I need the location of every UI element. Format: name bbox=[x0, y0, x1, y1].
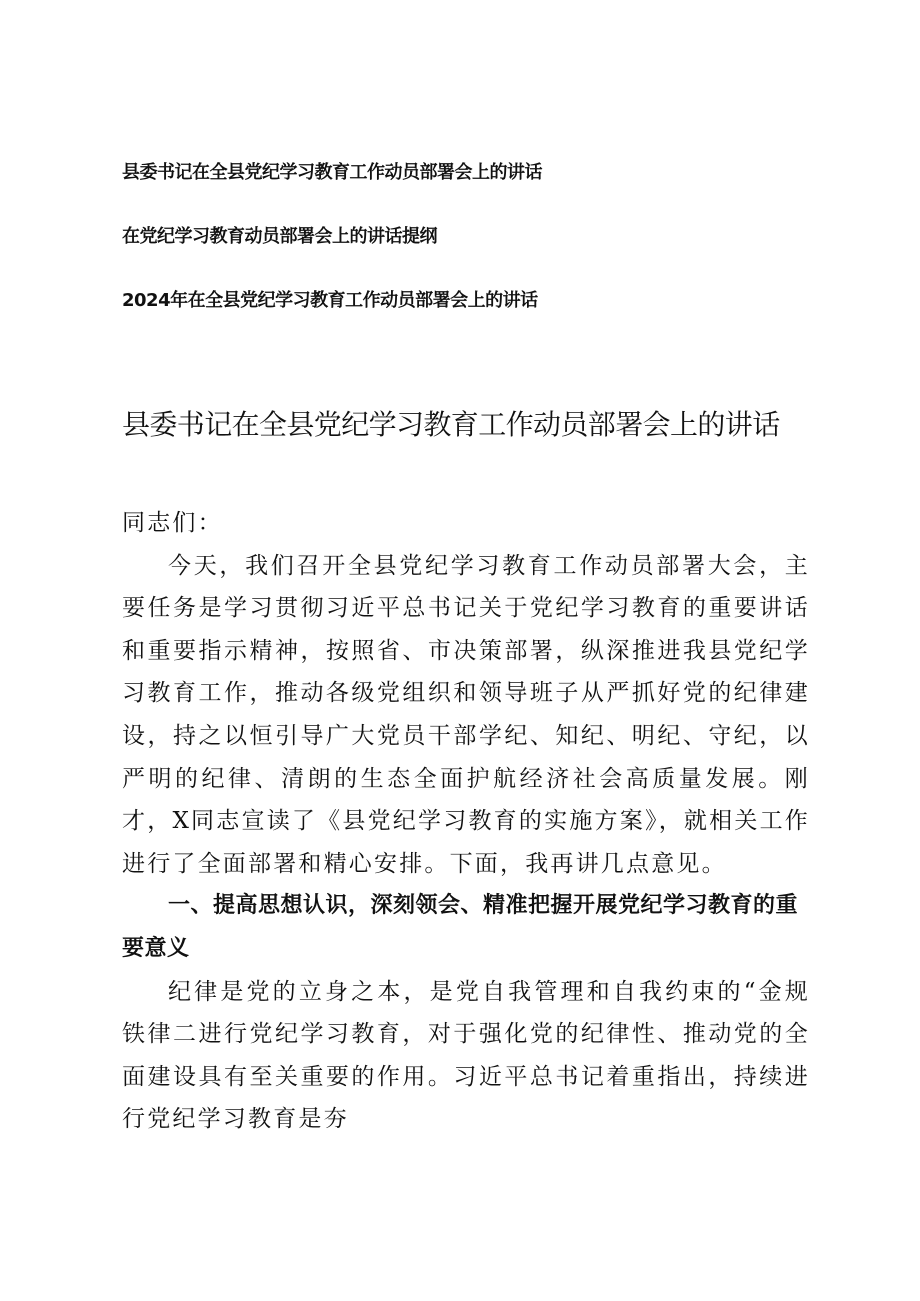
toc-item[interactable]: 在党纪学习教育动员部署会上的讲话提纲 bbox=[122, 226, 437, 247]
table-of-contents bbox=[122, 160, 822, 314]
toc-item[interactable]: 县委书记在全县党纪学习教育工作动员部署会上的讲话 bbox=[122, 162, 542, 183]
section-heading: 一、提高思想认识，深刻领会、精准把握开展党纪学习教育的重要意义 bbox=[122, 893, 799, 961]
body-paragraph: 今天，我们召开全县党纪学习教育工作动员部署大会，主要任务是学习贯彻习近平总书记关于党纪学习教育的重要讲话和重要指示精神，按照省、市决策部署，纵深推进我县党纪学习教育工作，推动各级党组织和领导班子从严抓好党的纪律建设，持之以恒引导广大党员干部学纪、知纪、明纪、守纪，以严明的纪律、清朗的生态全面护航经济社会高质量发展。刚才，X同志宣读了《县党纪学习教育的实施方案》，就相关工作进行了全面部署和精心安排。下面，我再讲几点意见。 bbox=[122, 552, 810, 877]
salutation: 同志们： bbox=[122, 510, 223, 536]
toc-item[interactable]: 2024年在全县党纪学习教育工作动员部署会上的讲话 bbox=[122, 290, 538, 311]
body-paragraph: 纪律是党的立身之本，是党自我管理和自我约束的“金规铁律二进行党纪学习教育，对于强化党的纪律性、推动党的全面建设具有至关重要的作用。习近平总书记着重指出，持续进行党纪学习教育是夯 bbox=[122, 978, 810, 1133]
document-title: 县委书记在全县党纪学习教育工作动员部署会上的讲话 bbox=[122, 408, 780, 441]
document-body bbox=[122, 502, 810, 1141]
